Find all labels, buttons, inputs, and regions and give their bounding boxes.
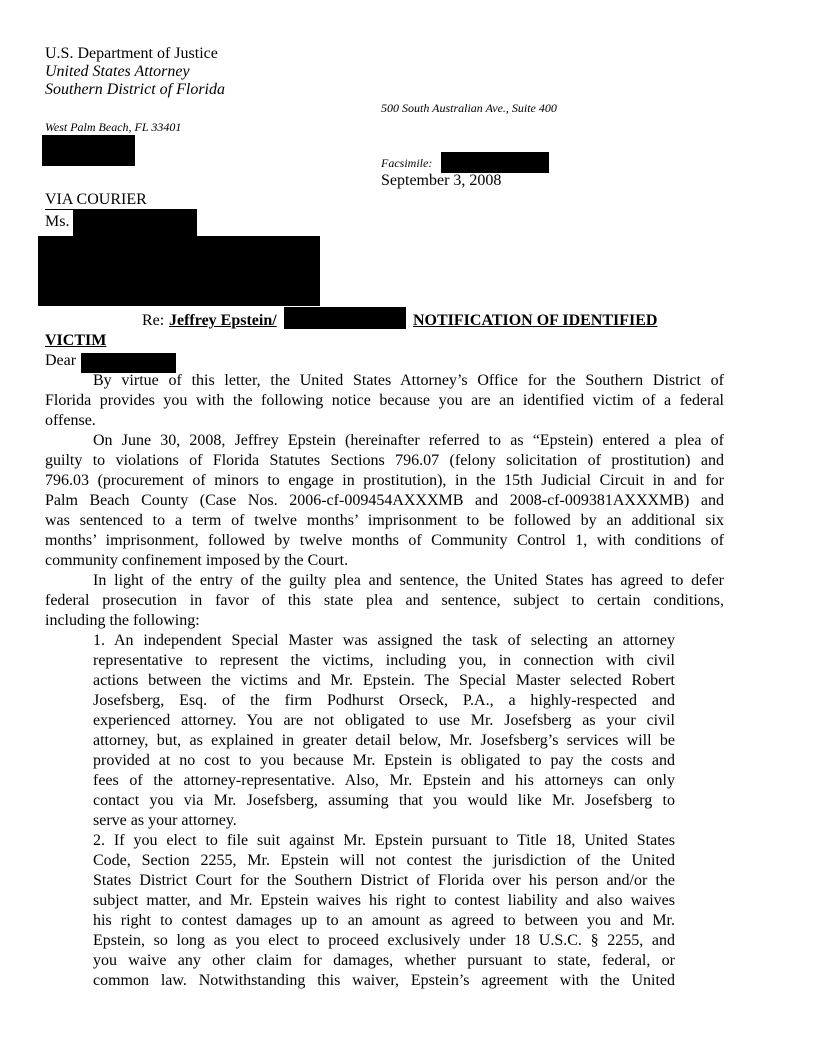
body-line: attorney, but, as explained in greater detail below, Mr. Josefsberg’s services will be [93,732,675,749]
body-line: 796.03 (procurement of minors to engage in prostitution), in the 15th Judicial Circuit in and for [45,472,724,489]
body-line: Josefsberg, Esq. of the firm Podhurst Orseck, P.A., a highly-respected and [93,692,675,709]
body-line: including the following: [45,612,200,629]
city-address: West Palm Beach, FL 33401 [45,120,182,134]
redaction-block [441,152,549,173]
fax-label: Facsimile: [381,156,433,170]
body-line: In light of the entry of the guilty plea and sentence, the United States has agreed to defer [93,572,724,589]
body-line: actions between the victims and Mr. Epstein. The Special Master selected Robert [93,672,675,689]
body-line: By virtue of this letter, the United States Attorney’s Office for the Southern District of [93,372,724,389]
office-name: United States Attorney [45,63,190,80]
district-name: Southern District of Florida [45,81,225,98]
street-address: 500 South Australian Ave., Suite 400 [381,101,557,115]
department-name: U.S. Department of Justice [45,45,218,62]
body-line: Code, Section 2255, Mr. Epstein will not contest the jurisdiction of the United [93,852,675,869]
body-line: you waive any other claim for damages, whether pursuant to state, federal, or [93,952,675,969]
body-line: Palm Beach County (Case Nos. 2006-cf-009454AXXXMB and 2008-cf-009381AXXXMB) and [45,492,724,509]
body-line: 2. If you elect to file suit against Mr. Epstein pursuant to Title 18, United States [93,832,675,849]
body-line: his right to contest damages up to an amount as agreed to between you and Mr. [93,912,675,929]
body-line: provided at no cost to you because Mr. Epstein is obligated to pay the costs and [93,752,675,769]
body-line: representative to represent the victims, including you, in connection with civil [93,652,675,669]
letter-date: September 3, 2008 [381,172,502,189]
re-subject-continued: VICTIM [45,332,107,349]
body-line: States District Court for the Southern District of Florida over his person and/or the [93,872,675,889]
addressee-title: Ms. [45,213,70,230]
body-line: offense. [45,412,96,429]
body-line: federal prosecution in favor of this state plea and sentence, subject to certain conditions, [45,592,724,609]
re-name: Jeffrey Epstein/ [169,312,277,329]
redaction-block [38,236,320,306]
redaction-block [284,307,406,329]
redaction-block [81,353,176,373]
body-line: Epstein, so long as you elect to proceed exclusively under 18 U.S.C. § 2255, and [93,932,675,949]
redaction-block [42,135,135,166]
body-line: was sentenced to a term of twelve months’ imprisonment to be followed by an additional six [45,512,724,529]
body-line: Florida provides you with the following notice because you are an identified victim of a federal [45,392,724,409]
body-line: On June 30, 2008, Jeffrey Epstein (hereinafter referred to as “Epstein) entered a plea of [93,432,724,449]
body-line: experienced attorney. You are not obligated to use Mr. Josefsberg as your civil [93,712,675,729]
body-line: common law. Notwithstanding this waiver, Epstein’s agreement with the United [93,972,675,989]
body-line: contact you via Mr. Josefsberg, assuming that you would like Mr. Josefsberg to [93,792,675,809]
body-line: guilty to violations of Florida Statutes Sections 796.07 (felony solicitation of prostitution) and [45,452,724,469]
body-line: 1. An independent Special Master was assigned the task of selecting an attorney [93,632,675,649]
re-label: Re: [142,312,165,329]
body-line: community confinement imposed by the Court. [45,552,349,569]
re-subject: NOTIFICATION OF IDENTIFIED [413,312,658,329]
redaction-block [73,209,197,236]
body-line: fees of the attorney-representative. Also, Mr. Epstein and his attorneys can only [93,772,675,789]
body-line: months’ imprisonment, followed by twelve months of Community Control 1, with conditions of [45,532,724,549]
body-line: subject matter, and Mr. Epstein waives his right to contest liability and also waives [93,892,675,909]
body-line: serve as your attorney. [93,812,237,829]
greeting: Dear [45,352,77,369]
delivery-method: VIA COURIER [45,191,147,208]
